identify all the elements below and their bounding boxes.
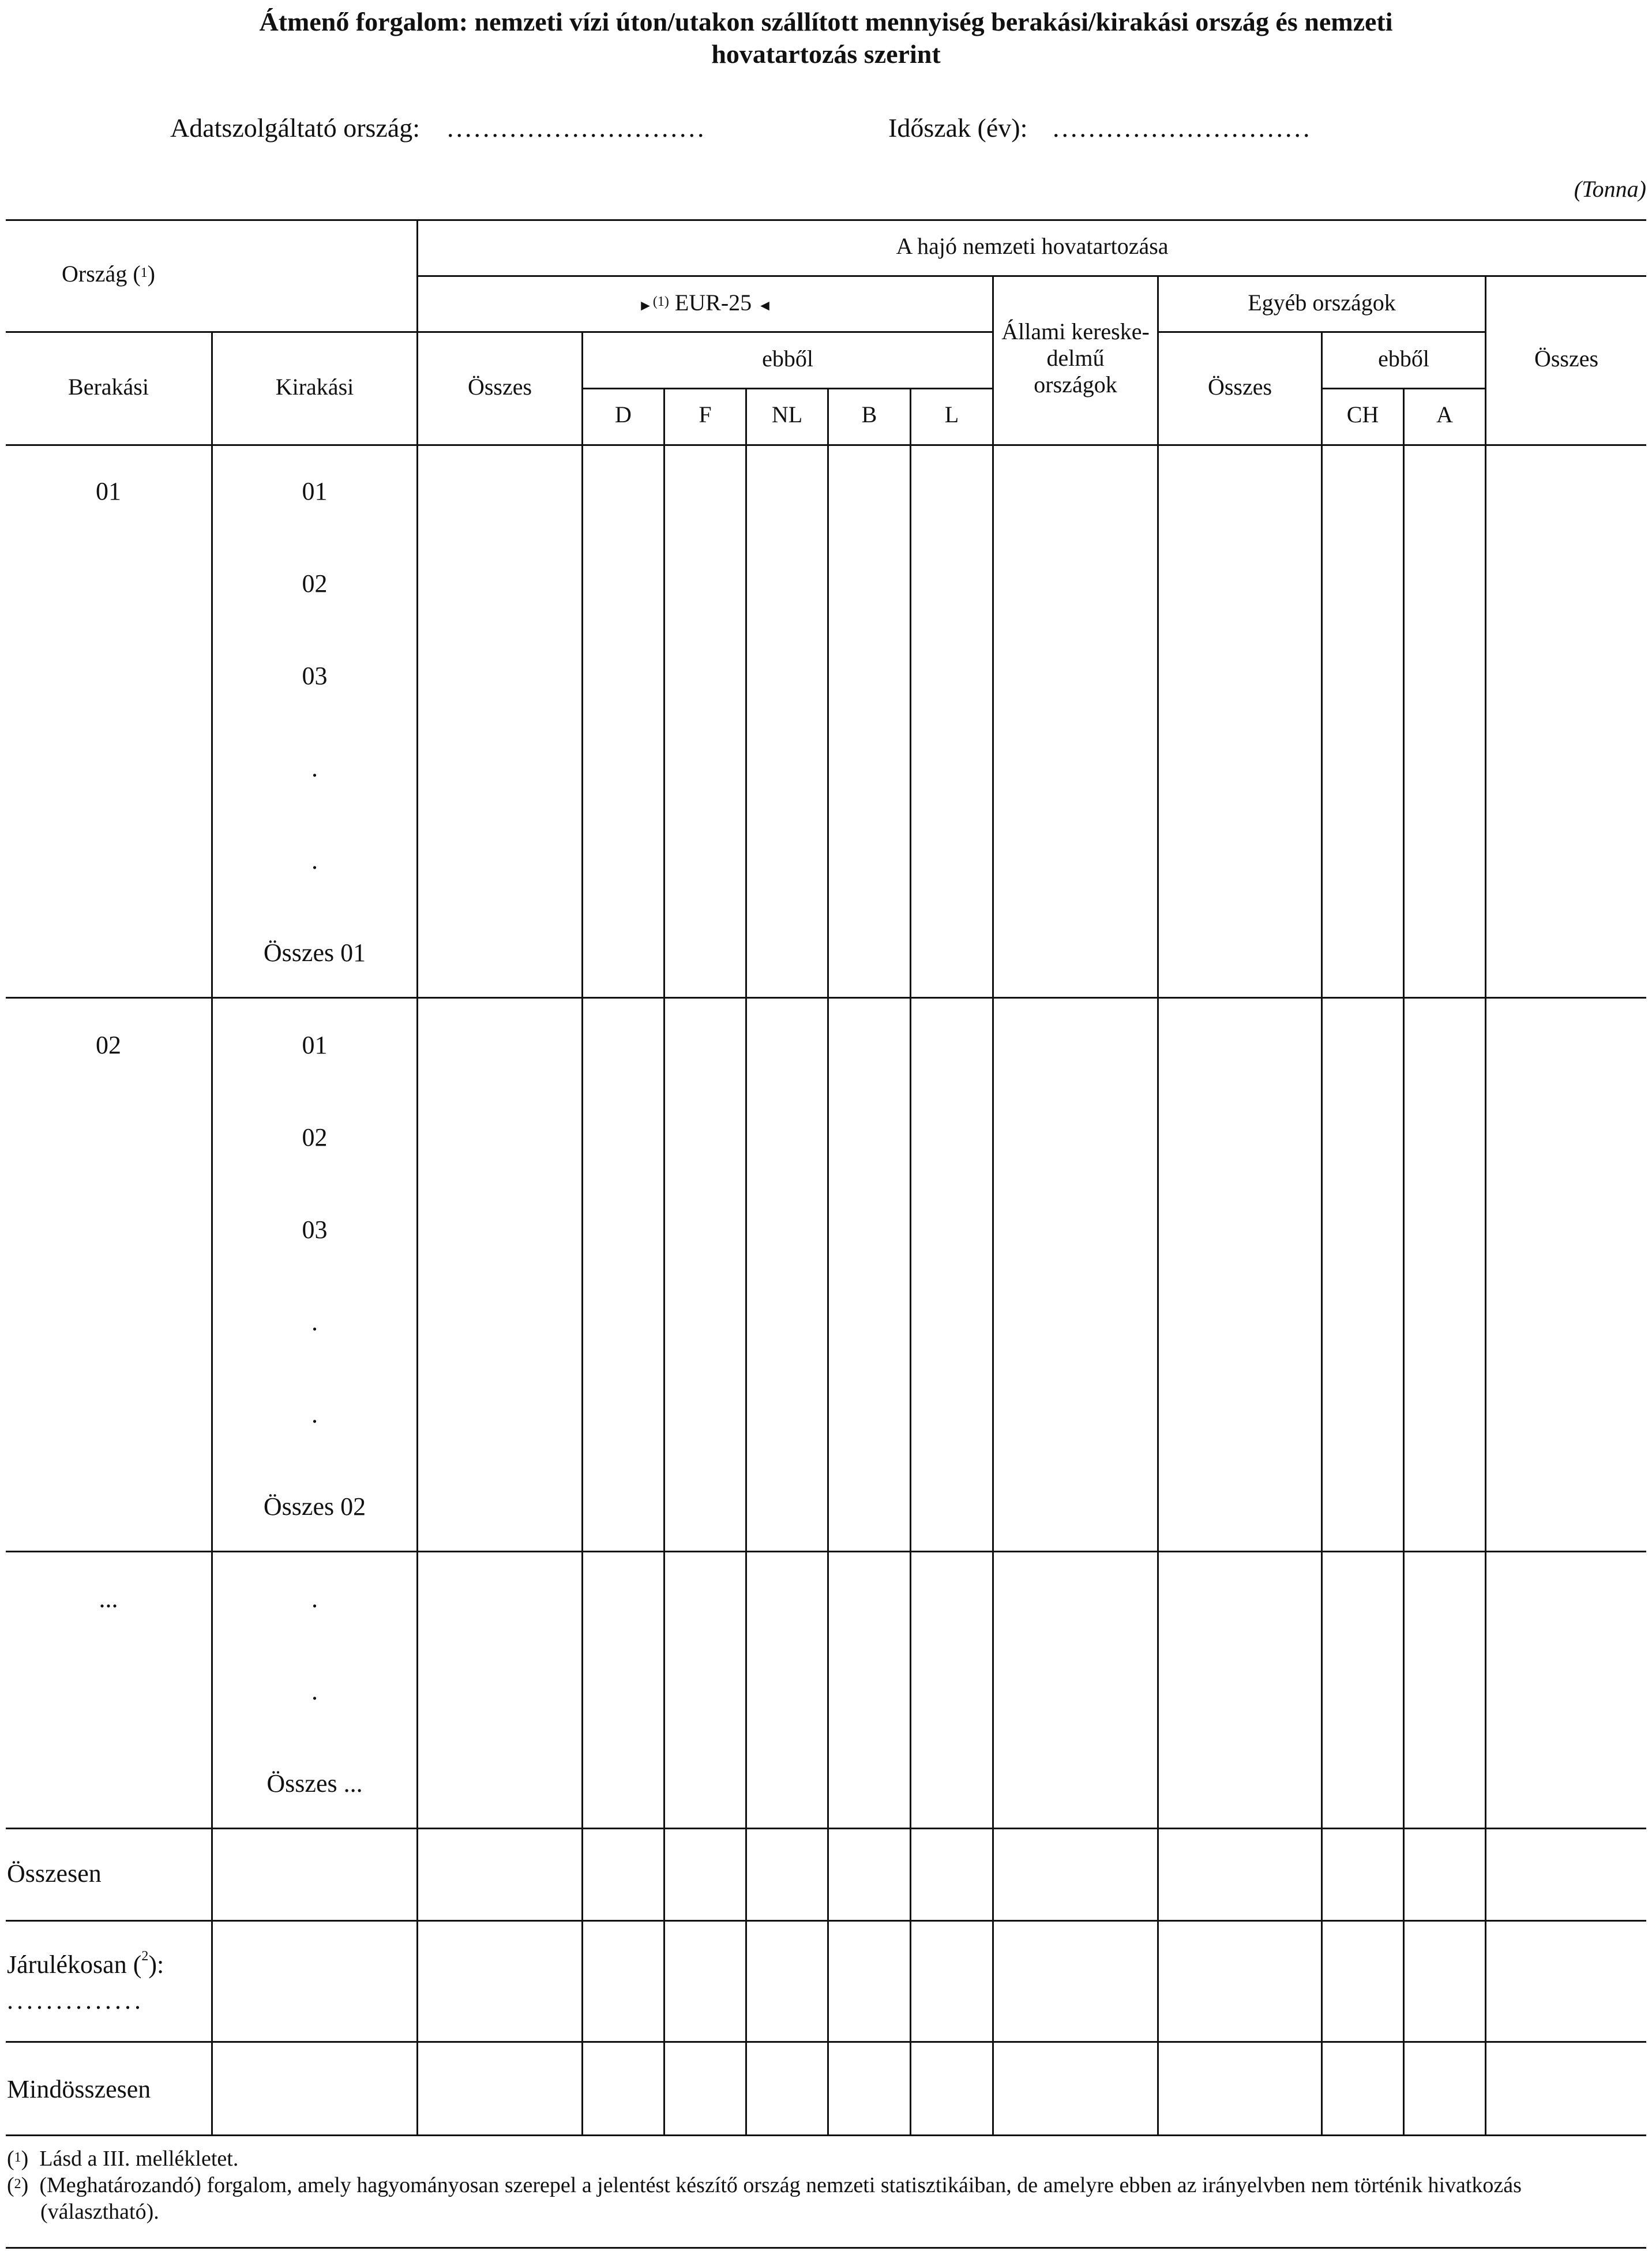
unloading-country: 02 — [302, 569, 328, 598]
col-line-d — [581, 331, 583, 2136]
header-col-d: D — [615, 402, 632, 427]
unloading-country: 03 — [302, 1215, 328, 1244]
footnote-2: ($^2$) (Meghatározandó) forgalom, amely hagyományosan szerepel a jelentést készítő ország nemzeti statisztikáiban, de amelyre ebben az irányelvben nem történik hivatkozás — [7, 2173, 1522, 2197]
header-bottom-border — [6, 444, 1646, 446]
page-title-line2: hovatartozás szerint — [711, 39, 941, 69]
col-line-allami — [992, 275, 994, 2136]
header-of-which: ebből — [762, 346, 813, 372]
col-line-b — [827, 388, 829, 2136]
unloading-country: 02 — [302, 1123, 328, 1151]
col-line-nl — [745, 388, 747, 2136]
col-line-grand — [1485, 275, 1486, 2136]
header-total-other: Összes — [1207, 374, 1272, 400]
row-additional-label: Járulékosan ($^2$): — [7, 1949, 164, 1979]
header-unloading: Kirakási — [275, 374, 354, 400]
col-line-ch — [1321, 331, 1323, 2136]
table-top-border — [6, 219, 1646, 221]
col-line-egyeb — [1157, 275, 1159, 2136]
summary-divider-2 — [6, 2041, 1646, 2043]
header-rule-3a — [581, 388, 994, 389]
header-eur25: ►$^{(1)}$ EUR-25 ◄ — [638, 290, 772, 316]
loading-country: 02 — [96, 1031, 121, 1059]
col-line-a — [1403, 388, 1405, 2136]
footnote-1: ($^1$) Lásd a III. mellékletet. — [7, 2147, 239, 2171]
group-divider-1 — [6, 997, 1646, 999]
footnote-2-cont: (választható). — [40, 2200, 159, 2224]
row-additional-field[interactable]: .............. — [7, 1986, 144, 2014]
col-line-osszes — [416, 219, 418, 2136]
header-other-countries: Egyéb országok — [1248, 290, 1396, 316]
col-line-l — [910, 388, 911, 2136]
group-divider-2 — [6, 1551, 1646, 1552]
loading-country: 01 — [96, 477, 121, 505]
unloading-country: 03 — [302, 662, 328, 690]
header-col-nl: NL — [771, 402, 803, 427]
period-label: Időszak (év): — [888, 113, 1028, 142]
provider-field[interactable]: ............................. — [447, 113, 707, 142]
unit-label: (Tonna) — [1574, 176, 1646, 202]
unloading-subtotal: Összes 02 — [263, 1492, 366, 1521]
header-col-a: A — [1436, 402, 1453, 427]
unloading-ellipsis: . — [311, 1585, 318, 1613]
header-flag: A hajó nemzeti hovatartozása — [896, 233, 1169, 259]
summary-divider-1 — [6, 1920, 1646, 1922]
row-total-label: Összesen — [7, 1859, 102, 1888]
header-grand-total: Összes — [1534, 346, 1599, 372]
unloading-subtotal: Összes ... — [266, 1769, 363, 1798]
header-country: Ország ($^1$) — [62, 261, 155, 287]
unloading-ellipsis: . — [311, 1677, 318, 1705]
unloading-country: 01 — [302, 1031, 328, 1059]
header-state-trading: Állami kereske- delmű országok — [1001, 318, 1150, 397]
header-col-f: F — [699, 402, 712, 427]
table-bottom-border — [6, 2134, 1646, 2136]
loading-country: ... — [99, 1585, 118, 1613]
unloading-ellipsis: . — [311, 1400, 318, 1428]
header-col-b: B — [861, 402, 877, 427]
period-field[interactable]: ............................. — [1053, 113, 1312, 142]
unloading-ellipsis: . — [311, 846, 318, 875]
header-rule-1 — [416, 275, 1646, 277]
header-of-which-other: ebből — [1378, 346, 1429, 372]
unloading-ellipsis: . — [311, 1308, 318, 1336]
header-total: Összes — [467, 374, 532, 400]
unloading-ellipsis: . — [311, 754, 318, 782]
row-grand-total-label: Mindösszesen — [7, 2075, 151, 2103]
group-divider-3 — [6, 1828, 1646, 1829]
col-line-f — [663, 388, 665, 2136]
header-rule-2a — [6, 331, 994, 333]
unloading-country: 01 — [302, 477, 328, 505]
page-bottom-rule — [6, 2247, 1646, 2249]
unloading-subtotal: Összes 01 — [263, 939, 366, 967]
header-col-ch: CH — [1346, 402, 1379, 427]
page-title: Átmenő forgalom: nemzeti vízi úton/utakon szállított mennyiség berakási/kirakási ország és nemzeti — [259, 7, 1393, 36]
header-col-l: L — [944, 402, 959, 427]
header-loading: Berakási — [68, 374, 149, 400]
provider-label: Adatszolgáltató ország: — [170, 113, 420, 142]
